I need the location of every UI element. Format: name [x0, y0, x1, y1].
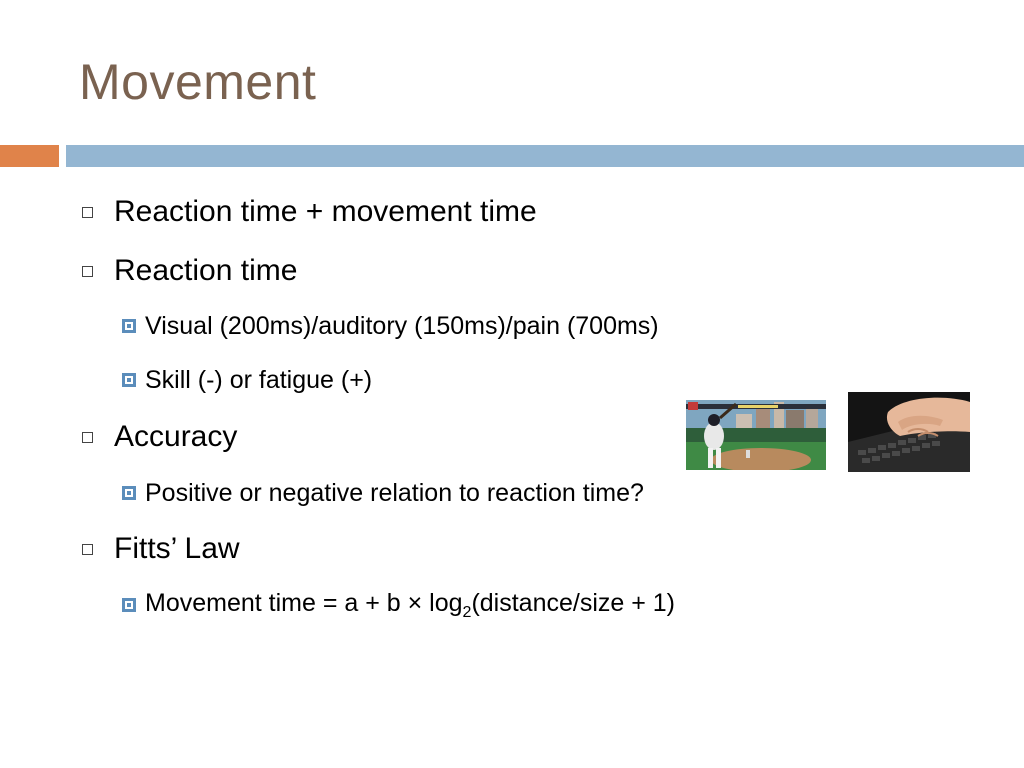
sub-bullet-text: Positive or negative relation to reaction time? — [145, 478, 644, 507]
filled-square-bullet-icon — [122, 486, 136, 500]
filled-square-bullet-icon — [122, 598, 136, 612]
sub-bullet-item — [122, 588, 675, 622]
bullet-text: Reaction time — [114, 254, 298, 287]
bullet-item — [82, 417, 237, 457]
baseball-video-game-image — [686, 400, 826, 470]
sub-bullet-text: Movement time = $a + b \times \log_2(distance$/size + 1) — [145, 588, 676, 621]
accent-bar-orange — [0, 145, 59, 167]
sub-bullet-text: Skill (-) or fatigue (+) — [145, 365, 373, 394]
bullet-text: Accuracy — [114, 420, 238, 453]
accent-bar-blue — [66, 145, 1024, 167]
square-bullet-icon — [82, 207, 93, 218]
hands-typing-keyboard-image — [848, 392, 970, 472]
filled-square-bullet-icon — [122, 373, 136, 387]
sub-bullet-item — [122, 309, 659, 343]
slide-title: Movement — [79, 54, 317, 110]
bullet-item — [82, 192, 537, 232]
square-bullet-icon — [82, 544, 93, 555]
bullet-item — [82, 529, 240, 569]
square-bullet-icon — [82, 266, 93, 277]
square-bullet-icon — [82, 432, 93, 443]
bullet-text: Fitts’ Law — [114, 532, 240, 565]
bullet-text: Reaction time + movement time — [114, 195, 537, 228]
filled-square-bullet-icon — [122, 319, 136, 333]
sub-bullet-text: Visual (200ms)/auditory (150ms)/pain (700ms) — [145, 311, 659, 340]
bullet-item — [82, 251, 297, 291]
sub-bullet-item — [122, 476, 644, 510]
sub-bullet-item — [122, 363, 372, 397]
